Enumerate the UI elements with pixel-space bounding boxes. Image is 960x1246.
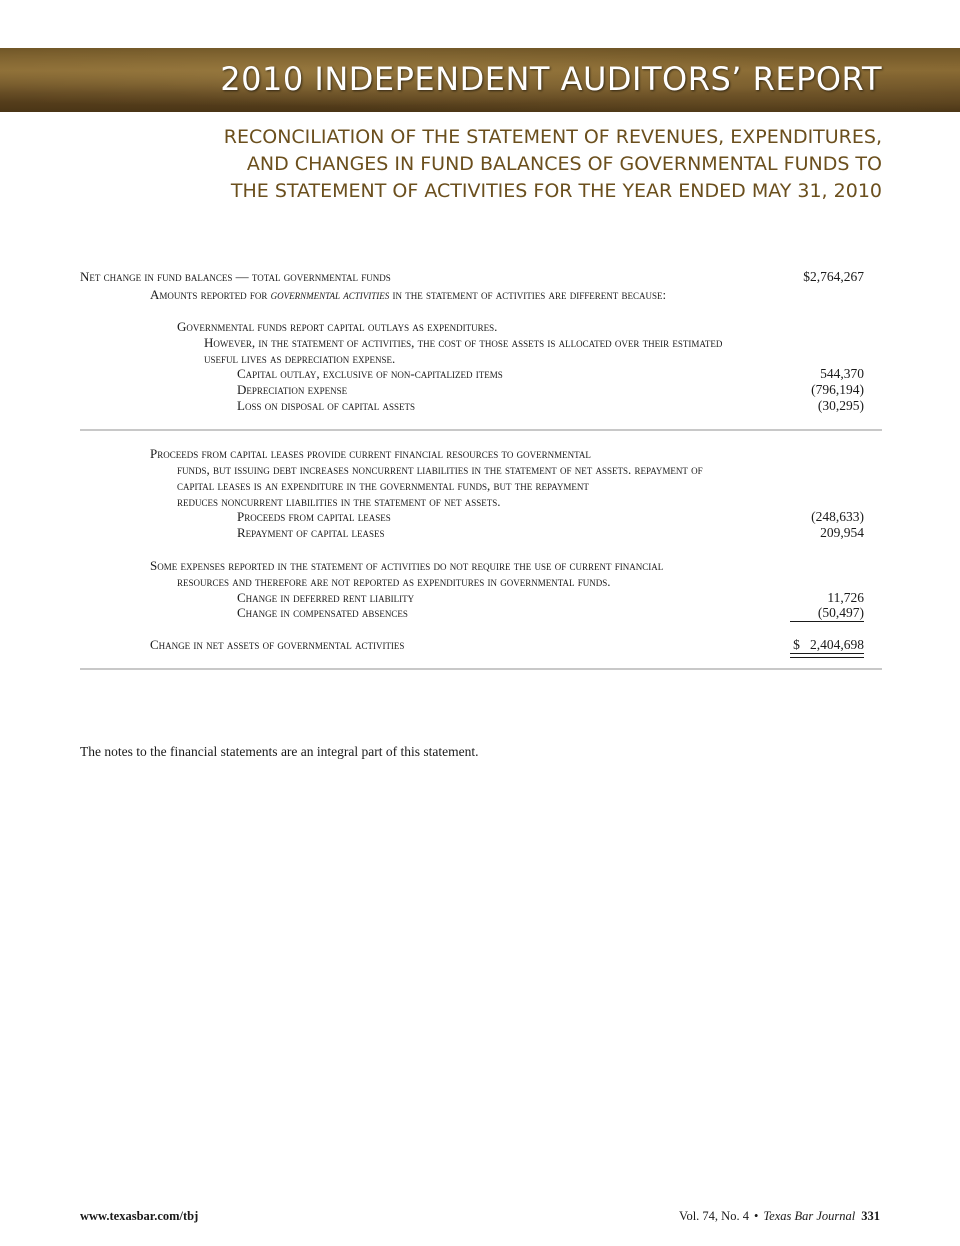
capital-item-amount: (30,295)	[817, 398, 864, 413]
net-change-amount: $2,764,267	[803, 269, 864, 284]
subtitle-line: THE STATEMENT OF ACTIVITIES FOR THE YEAR ENDED MAY 31, 2010	[230, 180, 882, 202]
leases-intro-line: funds, but issuing debt increases noncurrent liabilities in the statement of net assets. repayment of	[177, 462, 703, 477]
subtotal-underline	[790, 621, 864, 622]
lease-item-amount: (248,633)	[811, 509, 864, 524]
lease-item-label: Proceeds from capital leases	[237, 509, 391, 524]
expense-item-label: Change in deferred rent liability	[237, 590, 415, 605]
leases-intro-line: capital leases is an expenditure in the governmental funds, but the repayment	[177, 478, 589, 493]
page-number: 331	[861, 1209, 880, 1223]
capital-item-label: Capital outlay, exclusive of non-capitalized items	[237, 366, 503, 381]
report-title: 2010 INDEPENDENT AUDITORS’ REPORT	[220, 60, 882, 98]
amounts-reported-post: in the statement of activities are different because:	[389, 287, 667, 302]
footer-website: www.texasbar.com/tbj	[80, 1209, 199, 1223]
footer-citation	[679, 1209, 880, 1224]
subtitle-line: RECONCILIATION OF THE STATEMENT OF REVENUES, EXPENDITURES,	[223, 126, 882, 148]
expenses-intro-line: Some expenses reported in the statement of activities do not require the use of current financial	[150, 558, 664, 573]
capital-item-amount: (796,194)	[811, 382, 864, 397]
capital-item-label: Loss on disposal of capital assets	[237, 398, 416, 413]
statement-subtitle	[162, 124, 882, 205]
total-amount: $ 2,404,698	[793, 637, 864, 652]
total-label: Change in net assets of governmental activities	[150, 637, 405, 652]
net-change-label: Net change in fund balances — total governmental funds	[80, 269, 391, 284]
footer-volume: Vol. 74, No. 4	[679, 1209, 749, 1223]
section-divider	[80, 429, 882, 431]
amounts-reported-italic: governmental activities	[270, 287, 390, 302]
expense-item-label: Change in compensated absences	[237, 605, 408, 620]
total-double-underline	[790, 653, 864, 658]
section-divider	[80, 668, 882, 670]
lease-item-amount: 209,954	[820, 525, 864, 540]
amounts-reported-line	[150, 287, 666, 303]
statement-note: The notes to the financial statements are an integral part of this statement.	[80, 744, 479, 759]
lease-item-label: Repayment of capital leases	[237, 525, 385, 540]
subtitle-line: AND CHANGES IN FUND BALANCES OF GOVERNMENTAL FUNDS TO	[246, 153, 882, 175]
leases-intro-line: Proceeds from capital leases provide current financial resources to governmental	[150, 446, 591, 461]
expenses-intro-line: resources and therefore are not reported as expenditures in governmental funds.	[177, 574, 611, 589]
however-line-1: However, in the statement of activities, the cost of those assets is allocated over their estimated	[204, 335, 723, 350]
capital-outlays-intro: Governmental funds report capital outlays as expenditures.	[177, 319, 498, 334]
header-banner	[0, 48, 960, 112]
bullet-icon: •	[753, 1209, 759, 1223]
capital-item-amount: 544,370	[820, 366, 864, 381]
however-line-2: useful lives as depreciation expense.	[204, 351, 396, 366]
amounts-reported-pre: Amounts reported for	[150, 287, 271, 302]
capital-item-label: Depreciation expense	[237, 382, 348, 397]
leases-intro-line: reduces noncurrent liabilities in the statement of net assets.	[177, 494, 501, 509]
footer-journal: Texas Bar Journal	[763, 1209, 856, 1223]
expense-item-amount: 11,726	[827, 590, 864, 605]
expense-item-amount: (50,497)	[817, 605, 864, 620]
